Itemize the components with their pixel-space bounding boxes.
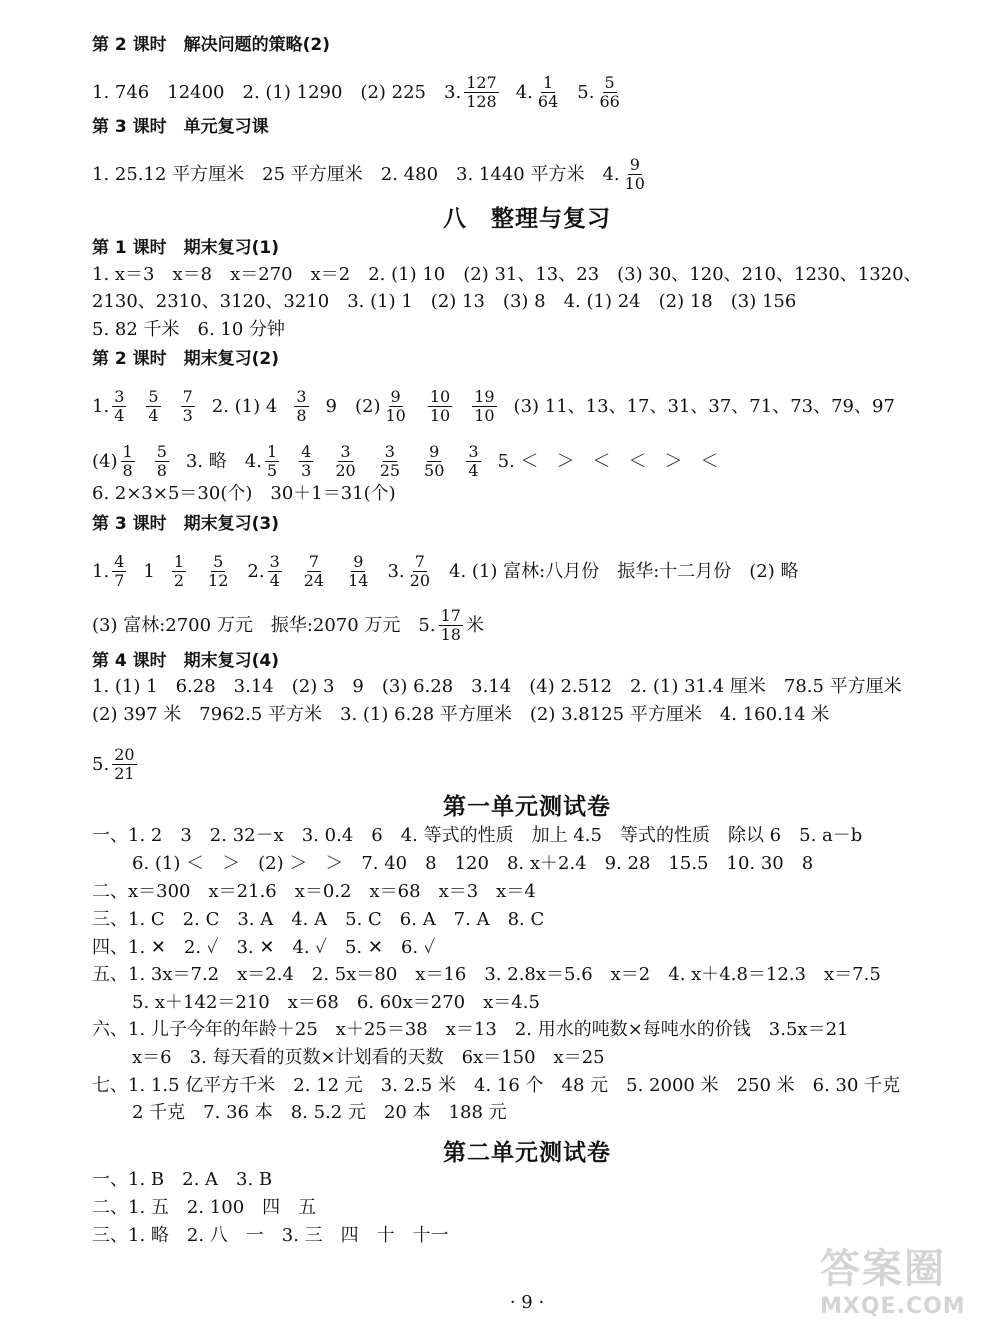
answer-text: (4): [92, 450, 118, 472]
answer-text: 1.: [92, 560, 110, 582]
fraction: 1 2: [173, 552, 185, 590]
answer-line: 七、1. 1.5 亿平方千米 2. 12 元 3. 2.5 米 4. 16 个 48 元 5. 2000 米 250 米 6. 30 千克: [92, 1075, 901, 1096]
answer-text: 1. 746 12400 2. (1) 1290 (2) 225 3.: [92, 81, 462, 103]
watermark-title: 答案圈: [820, 1246, 946, 1292]
answer-line: 二、x＝300 x＝21.6 x＝0.2 x＝68 x＝3 x＝4: [92, 881, 536, 902]
answer-line: [92, 156, 650, 193]
answer-line: [92, 388, 895, 425]
fraction: 9 10: [624, 155, 645, 193]
fraction: 7 3: [182, 387, 193, 425]
answer-text: 1: [143, 560, 155, 582]
fraction: 127 128: [466, 73, 497, 111]
answer-line: 5. x＋142＝210 x＝68 6. 60x＝270 x＝4.5: [132, 992, 540, 1013]
answer-line: 2130、2310、3120、3210 3. (1) 1 (2) 13 (3) 8 4. (1) 24 (2) 18 (3) 156: [92, 291, 797, 312]
answer-text: 3.: [387, 560, 405, 582]
answer-line: 2 千克 7. 36 本 8. 5.2 元 20 本 188 元: [132, 1102, 507, 1123]
answer-line: 二、1. 五 2. 100 四 五: [92, 1197, 317, 1218]
fraction: 4 3: [301, 442, 312, 480]
answer-line: 六、1. 儿子今年的年龄＋25 x＋25＝38 x＝13 2. 用水的吨数×每吨水的价钱 3.5x＝21: [92, 1019, 849, 1040]
section-title: 第二单元测试卷: [443, 1140, 611, 1166]
fraction: 7 20: [409, 552, 431, 590]
fraction: 10 10: [429, 387, 451, 425]
answer-text: 米: [465, 614, 484, 636]
lesson-heading: 第 2 课时 期末复习(2): [92, 349, 280, 369]
page-number: · 9 ·: [509, 1292, 545, 1313]
answer-text: (3) 11、13、17、31、37、71、73、79、97: [513, 395, 895, 417]
fraction: 5 12: [208, 552, 229, 590]
fraction: 17 18: [440, 606, 461, 644]
answer-line: 1. (1) 1 6.28 3.14 (2) 3 9 (3) 6.28 3.14 (4) 2.512 2. (1) 31.4 厘米 78.5 平方厘米: [92, 676, 902, 697]
section-title: 第一单元测试卷: [443, 794, 611, 820]
answer-line: 五、1. 3x＝7.2 x＝2.4 2. 5x＝80 x＝16 3. 2.8x＝5.6 x＝2 4. x＋4.8＝12.3 x＝7.5: [92, 964, 881, 985]
fraction: 9 14: [348, 552, 369, 590]
answer-text: 1. 25.12 平方厘米 25 平方厘米 2. 480 3. 1440 平方米 4.: [92, 163, 620, 185]
answer-line: 一、1. B 2. A 3. B: [92, 1169, 273, 1190]
answer-text: 2. (1) 4: [211, 395, 278, 417]
answer-line: 6. 2×3×5＝30(个) 30＋1＝31(个): [92, 483, 396, 504]
answer-line: 6. (1) ＜ ＞ (2) ＞ ＞ 7. 40 8 120 8. x＋2.4 9. 28 15.5 10. 30 8: [132, 853, 814, 874]
answer-line: [92, 553, 798, 590]
answer-text: 5.: [577, 81, 595, 103]
answer-text: 4. (1) 富林:八月份 振华:十二月份 (2) 略: [449, 560, 799, 582]
fraction: 19 10: [474, 387, 495, 425]
answer-line: [92, 746, 140, 783]
fraction: 3 25: [379, 442, 401, 480]
answer-text: 3. 略 4.: [185, 450, 262, 472]
fraction: 3 4: [269, 552, 280, 590]
answer-line: [92, 443, 719, 480]
answer-line: [92, 607, 484, 644]
answer-line: 三、1. 略 2. 八 一 3. 三 四 十 十一: [92, 1225, 449, 1246]
lesson-heading: 第 3 课时 单元复习课: [92, 117, 269, 137]
fraction: 5 66: [599, 73, 620, 111]
watermark-logo: [820, 1237, 970, 1327]
fraction: 1 64: [537, 73, 559, 111]
answer-text: 5. ＜ ＞ ＜ ＜ ＞ ＜: [497, 450, 719, 472]
answer-line: [92, 74, 625, 111]
fraction: 1 5: [266, 442, 278, 480]
answer-line: x＝6 3. 每天看的页数×计划看的天数 6x＝150 x＝25: [132, 1047, 605, 1068]
fraction: 4 7: [114, 552, 125, 590]
fraction: 3 4: [468, 442, 479, 480]
fraction: 9 10: [385, 387, 406, 425]
fraction: 3 4: [114, 387, 125, 425]
fraction: 5 4: [148, 387, 159, 425]
lesson-heading: 第 1 课时 期末复习(1): [92, 238, 280, 258]
answer-text: 9 (2): [325, 395, 381, 417]
answer-text: 5.: [92, 753, 110, 775]
watermark-url: MXQE.COM: [820, 1294, 966, 1319]
answer-text: 4.: [515, 81, 533, 103]
answer-text: 1.: [92, 395, 110, 417]
answer-line: (2) 397 米 7962.5 平方米 3. (1) 6.28 平方厘米 (2) 3.8125 平方厘米 4. 160.14 米: [92, 704, 830, 725]
fraction: 9 50: [424, 442, 445, 480]
section-title: 八 整理与复习: [443, 206, 611, 232]
answer-line: 5. 82 千米 6. 10 分钟: [92, 319, 286, 340]
answer-line: 四、1. ✕ 2. ✓ 3. ✕ 4. ✓ 5. ✕ 6. ✓: [92, 937, 436, 958]
answer-line: 一、1. 2 3 2. 32－x 3. 0.4 6 4. 等式的性质 加上 4.5 等式的性质 除以 6 5. a－b: [92, 825, 863, 846]
fraction: 1 8: [122, 442, 133, 480]
fraction: 20 21: [114, 745, 135, 783]
answer-line: 1. x＝3 x＝8 x＝270 x＝2 2. (1) 10 (2) 31、13、23 (3) 30、120、210、1230、1320、: [92, 264, 922, 285]
answer-text: 2.: [247, 560, 265, 582]
lesson-heading: 第 4 课时 期末复习(4): [92, 651, 280, 671]
answer-line: 三、1. C 2. C 3. A 4. A 5. C 6. A 7. A 8. C: [92, 909, 545, 930]
lesson-heading: 第 2 课时 解决问题的策略(2): [92, 35, 331, 55]
fraction: 5 8: [156, 442, 167, 480]
fraction: 3 8: [296, 387, 307, 425]
answer-text: (3) 富林:2700 万元 振华:2070 万元 5.: [92, 614, 436, 636]
fraction: 7 24: [303, 552, 325, 590]
lesson-heading: 第 3 课时 期末复习(3): [92, 514, 280, 534]
fraction: 3 20: [335, 442, 356, 480]
